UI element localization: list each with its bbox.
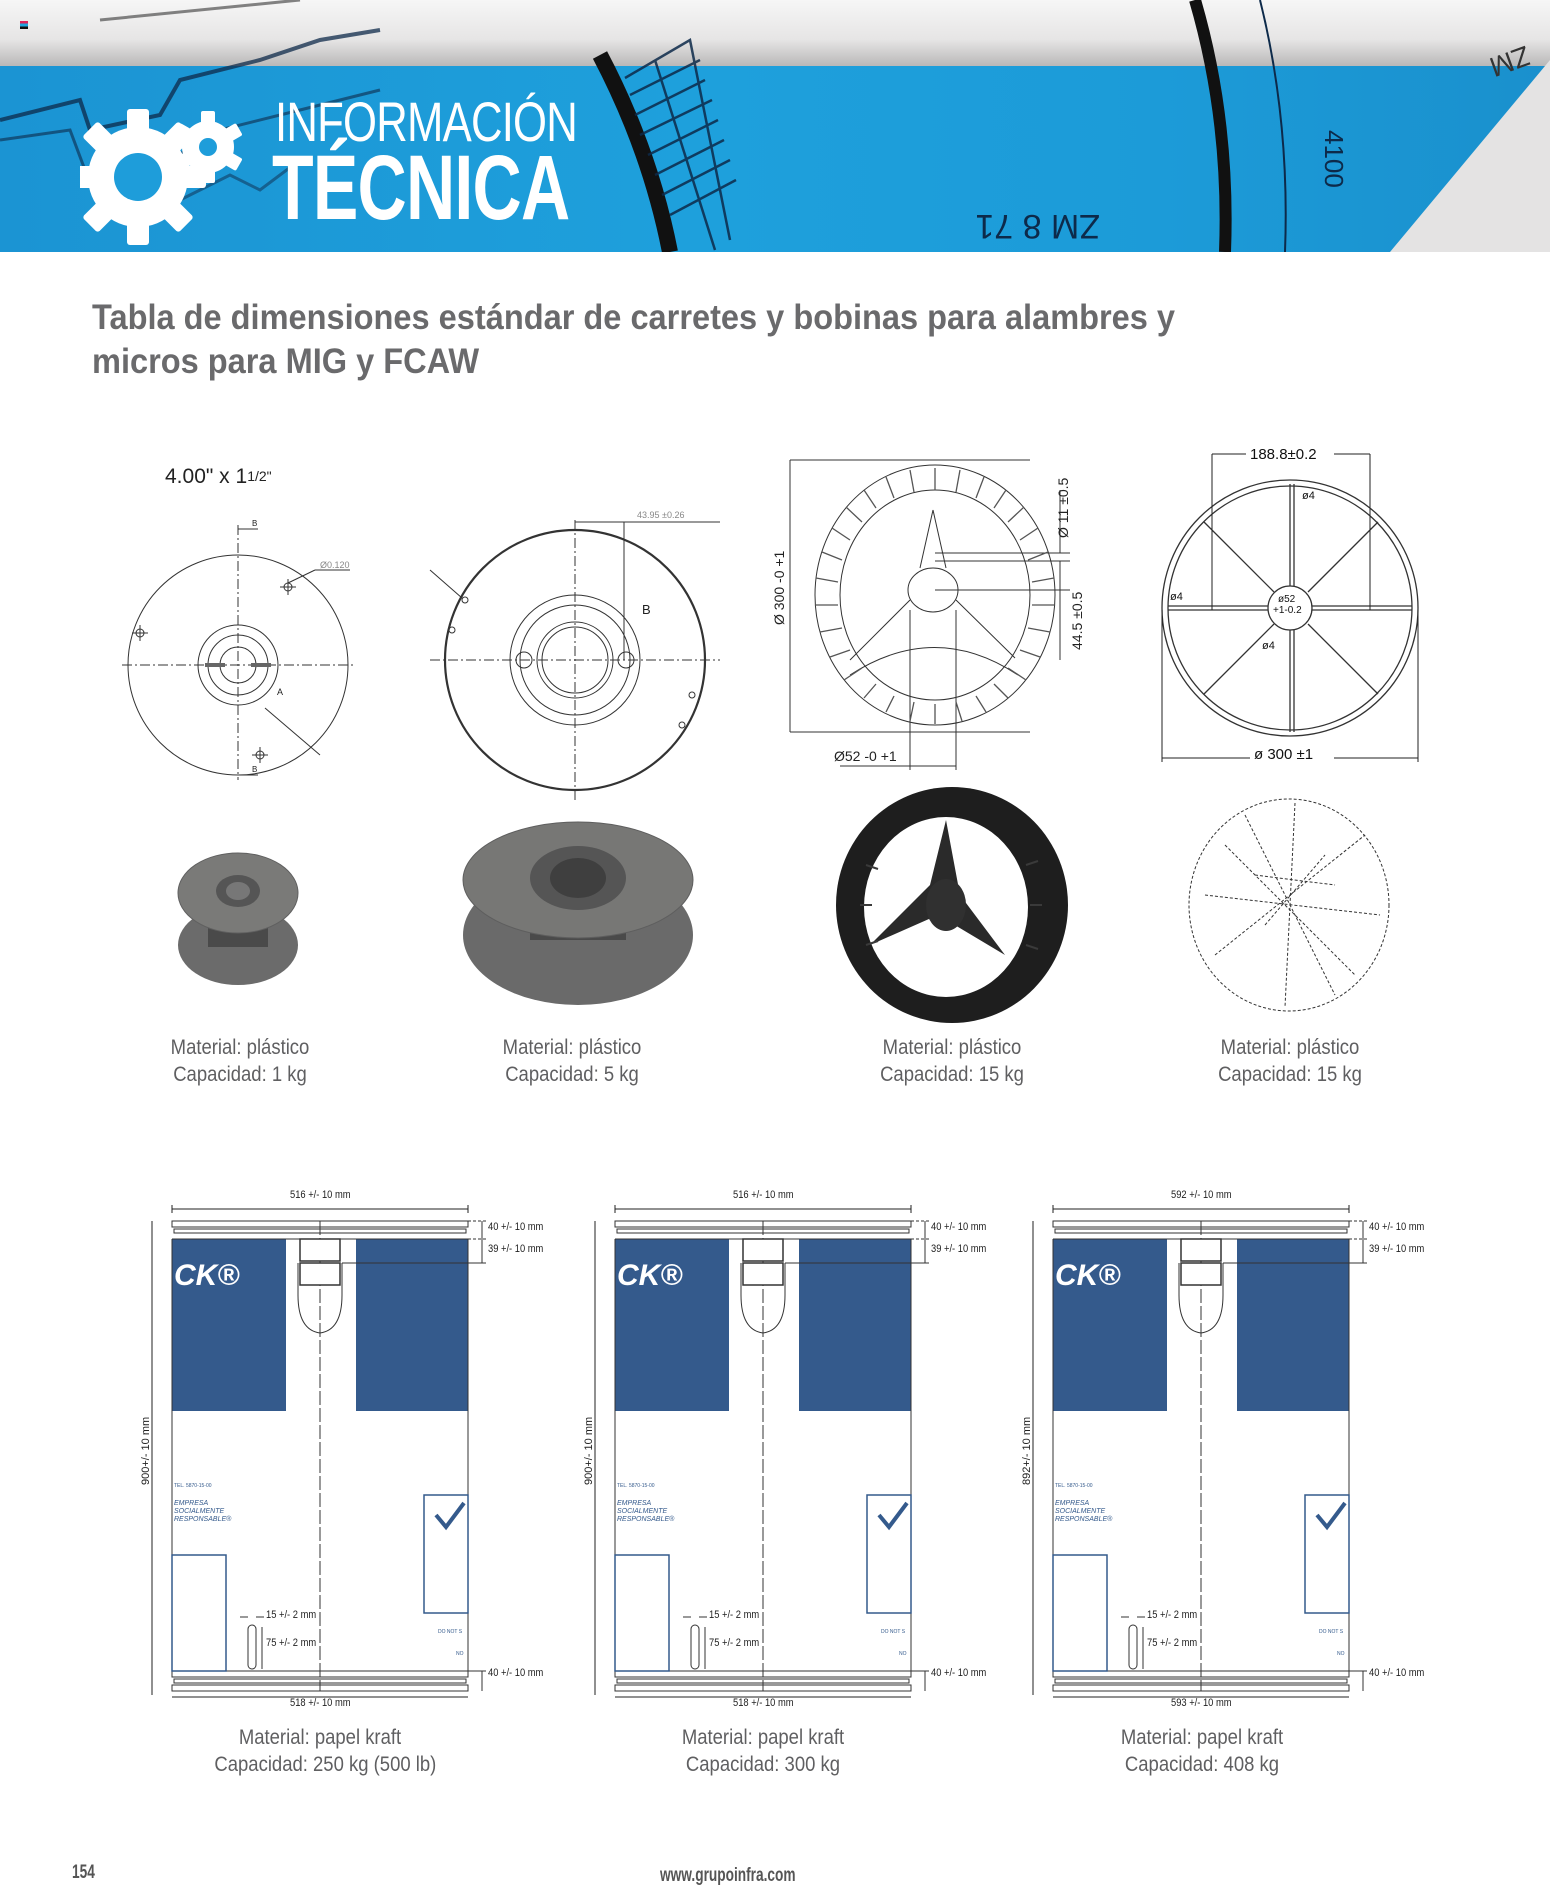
band-height-label: 39 +/- 10 mm — [931, 1243, 987, 1255]
detail-marker-a: A — [277, 687, 284, 697]
svg-text:4100: 4100 — [1319, 130, 1349, 188]
svg-text:RESPONSABLE®: RESPONSABLE® — [1055, 1516, 1113, 1523]
slot-width-label: 15 +/- 2 mm — [709, 1609, 760, 1621]
top-width-label: 516 +/- 10 mm — [733, 1189, 794, 1201]
reel-1-size-label — [165, 465, 272, 489]
svg-text:RESPONSABLE®: RESPONSABLE® — [174, 1516, 232, 1523]
reel-3-capacity: Capacidad: 15 kg — [880, 1063, 1024, 1086]
reel-3-caption — [873, 1034, 1031, 1088]
bore-tolerance-label: +1-0.2 — [1273, 605, 1302, 616]
spoke-diameter-label: ø4 — [1262, 640, 1275, 652]
bottom-width-label: 593 +/- 10 mm — [1171, 1697, 1232, 1709]
drum-2-technical-drawing — [575, 1185, 1015, 1709]
svg-text:SOCIALMENTE: SOCIALMENTE — [1055, 1508, 1106, 1515]
reel-1-size-fraction: 1/2" — [247, 468, 272, 484]
reel-4-material: Material: plástico — [1220, 1036, 1360, 1059]
reel-1-capacity: Capacidad: 1 kg — [173, 1063, 307, 1086]
drum-2-capacity: Capacidad: 300 kg — [685, 1753, 841, 1776]
hub-spacing-label: 188.8±0.2 — [1250, 446, 1317, 463]
svg-text:SOCIALMENTE: SOCIALMENTE — [617, 1508, 668, 1515]
svg-text:EMPRESA: EMPRESA — [1055, 1500, 1090, 1507]
print-registration-mark — [20, 21, 28, 29]
bottom-rim-label: 40 +/- 10 mm — [1369, 1667, 1425, 1679]
reel-2-material: Material: plástico — [502, 1036, 642, 1059]
height-label: 892+/- 10 mm — [1021, 1416, 1033, 1485]
drum-3-material: Material: papel kraft — [1120, 1726, 1284, 1749]
svg-text:NO: NO — [456, 1651, 464, 1657]
reel-3-technical-drawing — [770, 450, 1100, 780]
bottom-rim-label: 40 +/- 10 mm — [488, 1667, 544, 1679]
svg-text:ZM 8 71: ZM 8 71 — [975, 207, 1100, 245]
drum-2-material: Material: papel kraft — [681, 1726, 845, 1749]
brand-fragment: CK® — [174, 1259, 240, 1292]
dimension-label: 43.95 ±0.26 — [637, 510, 685, 520]
slot-height-label: 75 +/- 2 mm — [709, 1637, 760, 1649]
reel-4-technical-drawing — [1150, 440, 1430, 770]
top-width-label: 516 +/- 10 mm — [290, 1189, 351, 1201]
website-link[interactable]: www.grupoinfra.com — [660, 1865, 796, 1886]
bottom-width-label: 518 +/- 10 mm — [733, 1697, 794, 1709]
header-banner — [0, 0, 1550, 252]
svg-text:RESPONSABLE®: RESPONSABLE® — [617, 1516, 675, 1523]
svg-text:DO NOT S: DO NOT S — [1319, 1629, 1344, 1635]
hole-diameter-label: Ø0.120 — [320, 560, 350, 570]
outer-diameter-label: Ø 300 -0 +1 — [771, 550, 787, 625]
height-label: 900+/- 10 mm — [583, 1416, 595, 1485]
bore-diameter-label: Ø52 -0 +1 — [834, 748, 897, 764]
svg-text:TEL. 5870-15-00: TEL. 5870-15-00 — [174, 1483, 212, 1489]
band-height-label: 39 +/- 10 mm — [488, 1243, 544, 1255]
drum-2-caption — [657, 1724, 868, 1778]
reel-1-technical-drawing — [120, 515, 360, 790]
slot-height-label: 75 +/- 2 mm — [1147, 1637, 1198, 1649]
top-width-label: 592 +/- 10 mm — [1171, 1189, 1232, 1201]
offset-dimension-label: 44.5 ±0.5 — [1069, 591, 1085, 650]
bottom-width-label: 518 +/- 10 mm — [290, 1697, 351, 1709]
reel-4-capacity: Capacidad: 15 kg — [1218, 1063, 1362, 1086]
drum-1-caption — [214, 1724, 437, 1778]
svg-text:SOCIALMENTE: SOCIALMENTE — [174, 1508, 225, 1515]
reel-4-photo — [1185, 795, 1395, 1015]
band-height-label: 39 +/- 10 mm — [1369, 1243, 1425, 1255]
svg-text:ZM: ZM — [1485, 39, 1535, 83]
reel-1-photo — [160, 845, 310, 995]
svg-text:EMPRESA: EMPRESA — [617, 1500, 652, 1507]
section-marker-b: B — [252, 519, 258, 528]
bore-diameter-label: ø52 — [1278, 594, 1296, 605]
slot-height-label: 75 +/- 2 mm — [266, 1637, 317, 1649]
svg-text:NO: NO — [899, 1651, 907, 1657]
banner-title-tecnica: TÉCNICA — [272, 137, 570, 239]
reel-1-size-main: 4.00" x 1 — [165, 465, 248, 488]
slot-width-label: 15 +/- 2 mm — [1147, 1609, 1198, 1621]
bottom-rim-label: 40 +/- 10 mm — [931, 1667, 987, 1679]
reel-2-caption — [493, 1034, 651, 1088]
svg-text:EMPRESA: EMPRESA — [174, 1500, 209, 1507]
page-title: Tabla de dimensiones estándar de carretes y bobinas para alambres y micros para MIG y FCAW — [92, 298, 1176, 382]
top-rim-label: 40 +/- 10 mm — [1369, 1221, 1425, 1233]
drum-1-technical-drawing — [130, 1185, 570, 1709]
rim-diameter-label: ø4 — [1170, 591, 1183, 603]
drum-3-technical-drawing — [1015, 1185, 1455, 1709]
svg-text:DO NOT S: DO NOT S — [438, 1629, 463, 1635]
drum-3-caption — [1096, 1724, 1307, 1778]
height-label: 900+/- 10 mm — [140, 1416, 152, 1485]
section-marker-b: B — [252, 765, 258, 774]
brand-fragment: CK® — [1055, 1259, 1121, 1292]
reel-1-caption — [161, 1034, 319, 1088]
reel-1-material: Material: plástico — [170, 1036, 310, 1059]
outer-diameter-label: ø 300 ±1 — [1254, 746, 1314, 763]
svg-text:NO: NO — [1337, 1651, 1345, 1657]
reel-2-photo — [460, 820, 710, 1010]
reel-2-capacity: Capacidad: 5 kg — [505, 1063, 639, 1086]
drum-1-material: Material: papel kraft — [238, 1726, 402, 1749]
top-rim-label: 40 +/- 10 mm — [931, 1221, 987, 1233]
rod-diameter-label: ø4 — [1302, 490, 1315, 502]
svg-text:TEL. 5870-15-00: TEL. 5870-15-00 — [1055, 1483, 1093, 1489]
reel-3-material: Material: plástico — [882, 1036, 1022, 1059]
reel-4-caption — [1211, 1034, 1369, 1088]
slot-width-label: 15 +/- 2 mm — [266, 1609, 317, 1621]
svg-text:DO NOT S: DO NOT S — [881, 1629, 906, 1635]
brand-fragment: CK® — [617, 1259, 683, 1292]
page-number: 154 — [72, 1862, 95, 1883]
gears-icon — [80, 95, 250, 245]
svg-text:TEL. 5870-15-00: TEL. 5870-15-00 — [617, 1483, 655, 1489]
drum-3-capacity: Capacidad: 408 kg — [1124, 1753, 1280, 1776]
reel-2-technical-drawing — [400, 500, 730, 800]
reel-3-photo — [830, 785, 1070, 1025]
banner-title-informacion: INFORMACIÓN — [275, 90, 578, 153]
detail-marker-b: B — [642, 602, 651, 617]
drum-1-capacity: Capacidad: 250 kg (500 lb) — [214, 1753, 437, 1776]
top-rim-label: 40 +/- 10 mm — [488, 1221, 544, 1233]
hole-diameter-label: Ø 11 ±0.5 — [1055, 477, 1071, 538]
